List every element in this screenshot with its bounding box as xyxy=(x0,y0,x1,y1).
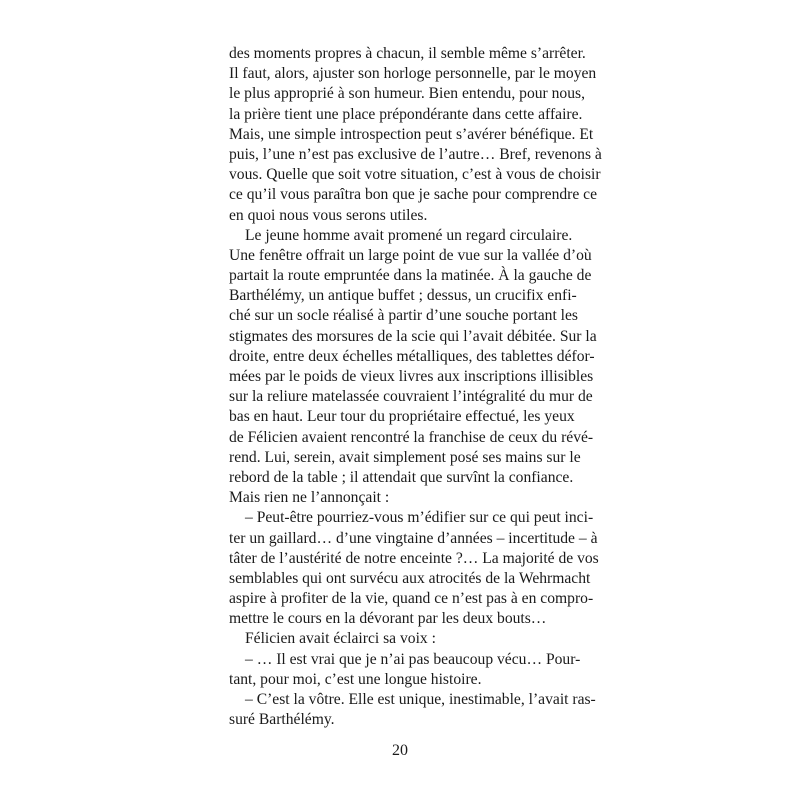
text-line: semblables qui ont survécu aux atrocités de la Wehrmacht xyxy=(229,569,591,587)
text-line: la prière tient une place prépondérante dans cette affaire. xyxy=(229,105,583,123)
text-line: tâter de l’austérité de notre enceinte ?… La majorité de vos xyxy=(229,549,599,567)
text-line: Barthélémy, un antique buffet ; dessus, un crucifix enfi- xyxy=(229,287,577,305)
text-line: rebord de la table ; il attendait que survînt la confiance. xyxy=(229,468,574,486)
text-line: bas en haut. Leur tour du propriétaire effectué, les yeux xyxy=(229,408,575,426)
text-line: Félicien avait éclairci sa voix : xyxy=(245,630,436,648)
text-line: tant, pour moi, c’est une longue histoire. xyxy=(229,670,482,688)
text-line: des moments propres à chacun, il semble même s’arrêter. xyxy=(229,45,586,62)
text-line: suré Barthélémy. xyxy=(229,711,335,729)
text-line: partait la route empruntée dans la matinée. À la gauche de xyxy=(229,267,592,285)
text-line: de Félicien avaient rencontré la franchise de ceux du révé- xyxy=(229,428,594,446)
text-line: le plus approprié à son humeur. Bien entendu, pour nous, xyxy=(229,85,585,103)
text-line: mées par le poids de vieux livres aux inscriptions illisibles xyxy=(229,368,594,385)
text-line: Mais rien ne l’annonçait : xyxy=(229,489,390,507)
text-line: – … Il est vrai que je n’ai pas beaucoup vécu… Pour- xyxy=(245,650,581,668)
text-line: ché sur un socle réalisé à partir d’une souche portant les xyxy=(229,307,578,325)
text-line: mettre le cours en la dévorant par les deux bouts… xyxy=(229,610,547,628)
page-number: 20 xyxy=(392,742,408,759)
text-line: ce qu’il vous paraîtra bon que je sache pour comprendre ce xyxy=(229,186,598,204)
text-line: – C’est la vôtre. Elle est unique, inestimable, l’avait ras- xyxy=(245,691,596,708)
text-line: sur la reliure matelassée couvraient l’intégralité du mur de xyxy=(229,388,593,406)
text-line: Il faut, alors, ajuster son horloge personnelle, par le moyen xyxy=(229,65,597,83)
text-line: – Peut-être pourriez-vous m’édifier sur ce qui peut inci- xyxy=(245,509,594,527)
text-line: Une fenêtre offrait un large point de vue sur la vallée d’où xyxy=(229,246,592,264)
text-line: Mais, une simple introspection peut s’avérer bénéfique. Et xyxy=(229,125,594,143)
text-line: stigmates des morsures de la scie qui l’avait débitée. Sur la xyxy=(229,327,597,345)
body-text xyxy=(229,44,602,730)
text-line: droite, entre deux échelles métalliques, des tablettes défor- xyxy=(229,347,595,365)
text-line: puis, l’une n’est pas exclusive de l’autre… Bref, revenons à xyxy=(229,145,602,163)
text-line: ter un gaillard… d’une vingtaine d’années – incertitude – à xyxy=(229,529,598,547)
text-line: Le jeune homme avait promené un regard circulaire. xyxy=(245,226,573,244)
text-line: rend. Lui, serein, avait simplement posé ses mains sur le xyxy=(229,448,581,466)
text-line: en quoi nous vous serons utiles. xyxy=(229,206,428,224)
text-line: aspire à profiter de la vie, quand ce n’est pas à en compro- xyxy=(229,590,594,608)
text-line: vous. Quelle que soit votre situation, c’est à vous de choisir xyxy=(229,166,601,184)
